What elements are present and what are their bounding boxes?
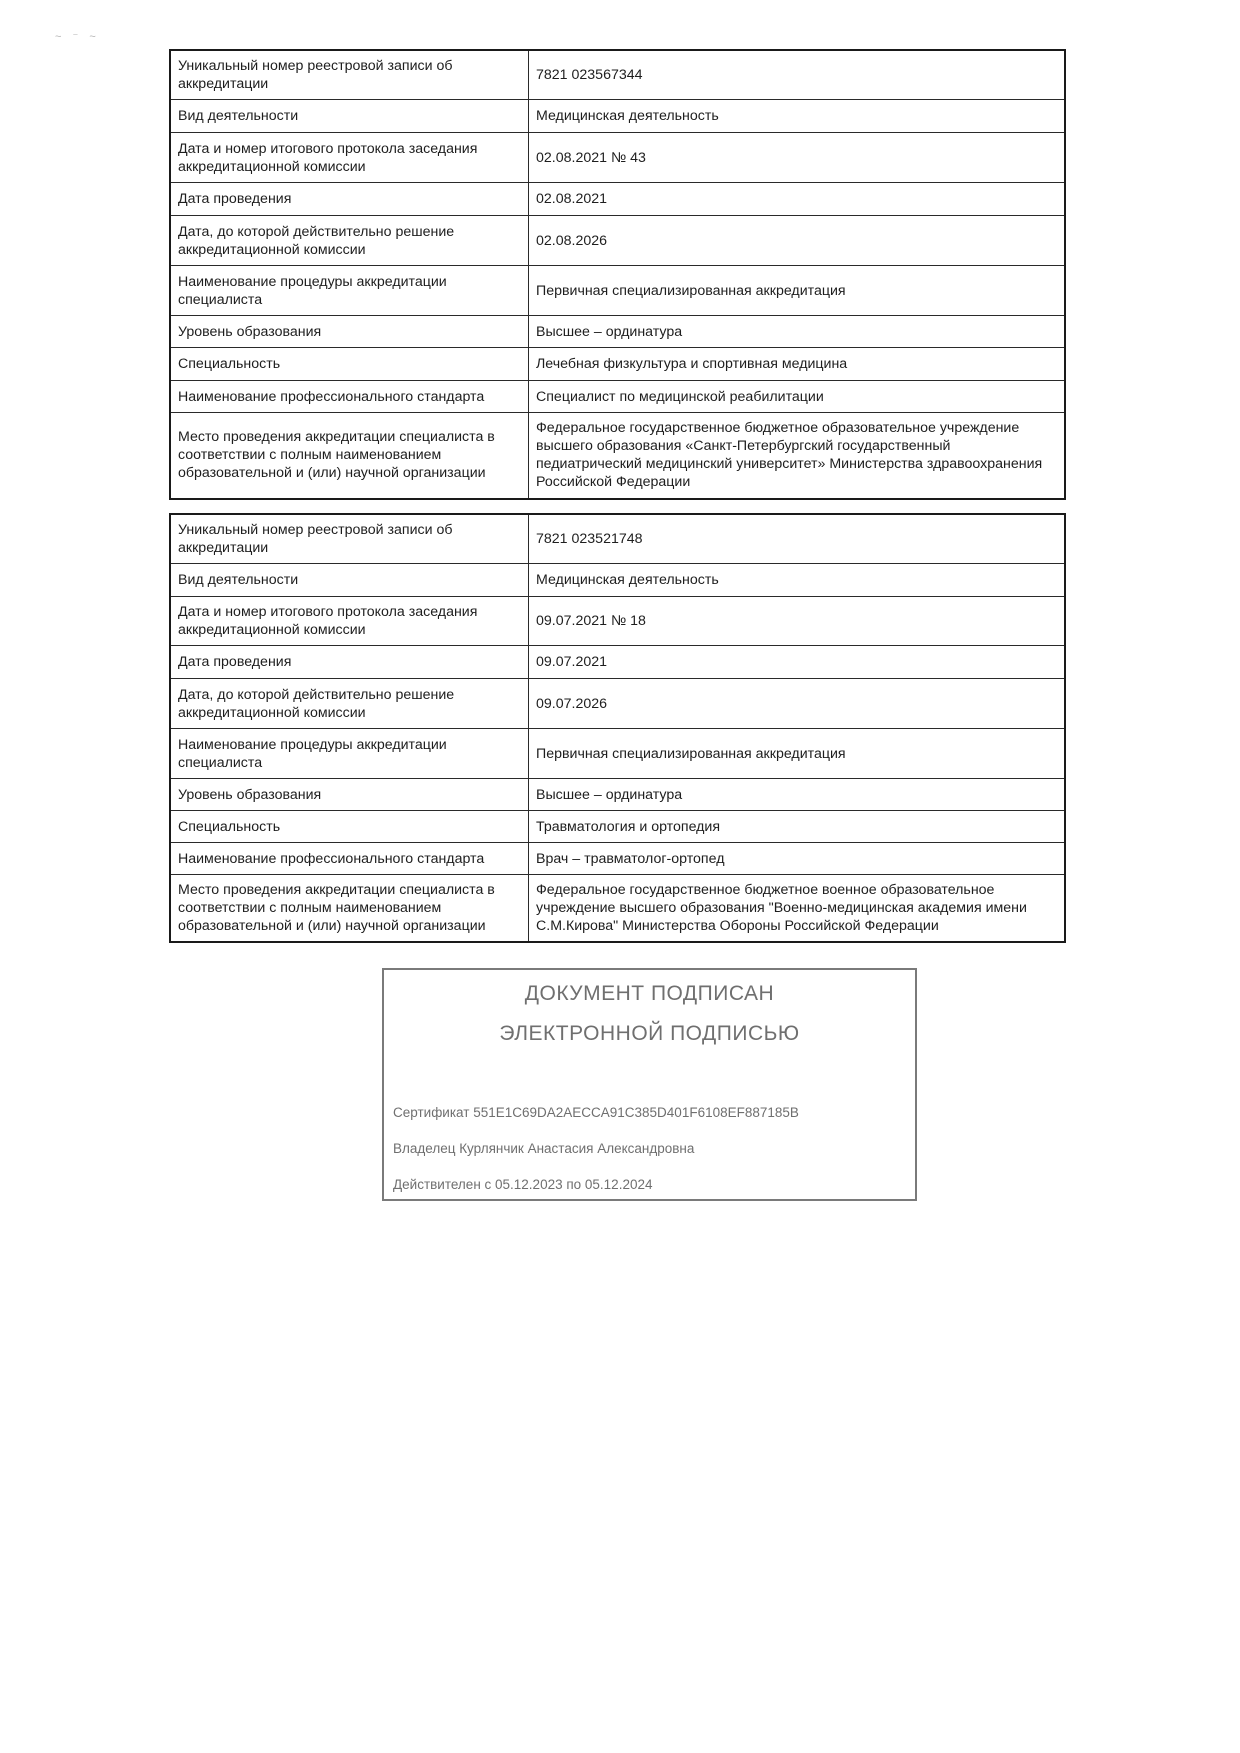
table-row	[170, 413, 1065, 499]
row-value: Медицинская деятельность	[529, 100, 1066, 133]
row-value: Врач – травматолог-ортопед	[529, 843, 1066, 875]
certificate-validity: Действителен с 05.12.2023 по 05.12.2024	[393, 1177, 653, 1192]
table-row	[170, 779, 1065, 811]
table-row	[170, 646, 1065, 679]
row-value: Медицинская деятельность	[529, 564, 1066, 597]
table-row	[170, 183, 1065, 216]
row-label: Наименование профессионального стандарта	[170, 843, 529, 875]
certificate-number: Сертификат 551E1C69DA2AECCA91C385D401F6108EF887185B	[393, 1105, 799, 1120]
stamp-title: ДОКУМЕНТ ПОДПИСАН	[524, 982, 775, 1005]
table-row	[170, 514, 1065, 564]
table-row	[170, 843, 1065, 875]
row-value: 09.07.2026	[529, 679, 1066, 729]
row-label: Дата, до которой действительно решение аккредитационной комиссии	[170, 679, 529, 729]
row-label: Специальность	[170, 348, 529, 381]
row-label: Наименование профессионального стандарта	[170, 381, 529, 413]
row-label: Уникальный номер реестровой записи об аккредитации	[170, 514, 529, 564]
scan-artifact: ~ ⁻ ~	[55, 31, 100, 43]
row-label: Уровень образования	[170, 779, 529, 811]
certificate-owner: Владелец Курлянчик Анастасия Александровна	[393, 1141, 695, 1156]
row-label: Дата и номер итогового протокола заседания аккредитационной комиссии	[170, 597, 529, 646]
row-label: Наименование процедуры аккредитации специалиста	[170, 266, 529, 316]
table-row	[170, 564, 1065, 597]
table-row	[170, 729, 1065, 779]
row-label: Специальность	[170, 811, 529, 843]
accreditation-table-1	[169, 49, 1066, 500]
table-row	[170, 597, 1065, 646]
row-value: Специалист по медицинской реабилитации	[529, 381, 1066, 413]
row-label: Вид деятельности	[170, 564, 529, 597]
row-value: 02.08.2021 № 43	[529, 133, 1066, 183]
row-value: Первичная специализированная аккредитация	[529, 729, 1066, 779]
row-label: Место проведения аккредитации специалиста в соответствии с полным наименованием образовательной и (или) научной организации	[170, 413, 529, 499]
row-value: 7821 023521748	[529, 514, 1066, 564]
row-value: 7821 023567344	[529, 50, 1066, 100]
table-row	[170, 381, 1065, 413]
table-row	[170, 875, 1065, 943]
table-row	[170, 266, 1065, 316]
table-row	[170, 216, 1065, 266]
row-label: Уникальный номер реестровой записи об аккредитации	[170, 50, 529, 100]
table-row	[170, 348, 1065, 381]
row-label: Дата, до которой действительно решение аккредитационной комиссии	[170, 216, 529, 266]
row-label: Вид деятельности	[170, 100, 529, 133]
table-row	[170, 679, 1065, 729]
row-value: 09.07.2021 № 18	[529, 597, 1066, 646]
electronic-signature-stamp	[382, 968, 917, 1201]
row-value: Высшее – ординатура	[529, 316, 1066, 348]
table-row	[170, 100, 1065, 133]
row-label: Дата проведения	[170, 646, 529, 679]
table-row	[170, 811, 1065, 843]
stamp-subtitle: ЭЛЕКТРОННОЙ ПОДПИСЬЮ	[499, 1022, 800, 1045]
row-label: Дата и номер итогового протокола заседания аккредитационной комиссии	[170, 133, 529, 183]
accreditation-table-2	[169, 513, 1066, 943]
row-value: Травматология и ортопедия	[529, 811, 1066, 843]
row-value: 09.07.2021	[529, 646, 1066, 679]
row-value: Федеральное государственное бюджетное образовательное учреждение высшего образования «Санкт-Петербургский государственный педиатрический медицинский университет» Министерства здравоохранения Российской Федерации	[529, 413, 1066, 499]
row-value: Федеральное государственное бюджетное военное образовательное учреждение высшего образования "Военно-медицинская академия имени С.М.Кирова" Министерства Обороны Российской Федерации	[529, 875, 1066, 943]
row-label: Уровень образования	[170, 316, 529, 348]
row-label: Место проведения аккредитации специалиста в соответствии с полным наименованием образовательной и (или) научной организации	[170, 875, 529, 943]
row-value: 02.08.2026	[529, 216, 1066, 266]
table-row	[170, 316, 1065, 348]
row-value: Лечебная физкультура и спортивная медицина	[529, 348, 1066, 381]
table-row	[170, 50, 1065, 100]
table-row	[170, 133, 1065, 183]
row-value: Высшее – ординатура	[529, 779, 1066, 811]
row-value: Первичная специализированная аккредитация	[529, 266, 1066, 316]
row-label: Дата проведения	[170, 183, 529, 216]
row-value: 02.08.2021	[529, 183, 1066, 216]
row-label: Наименование процедуры аккредитации специалиста	[170, 729, 529, 779]
